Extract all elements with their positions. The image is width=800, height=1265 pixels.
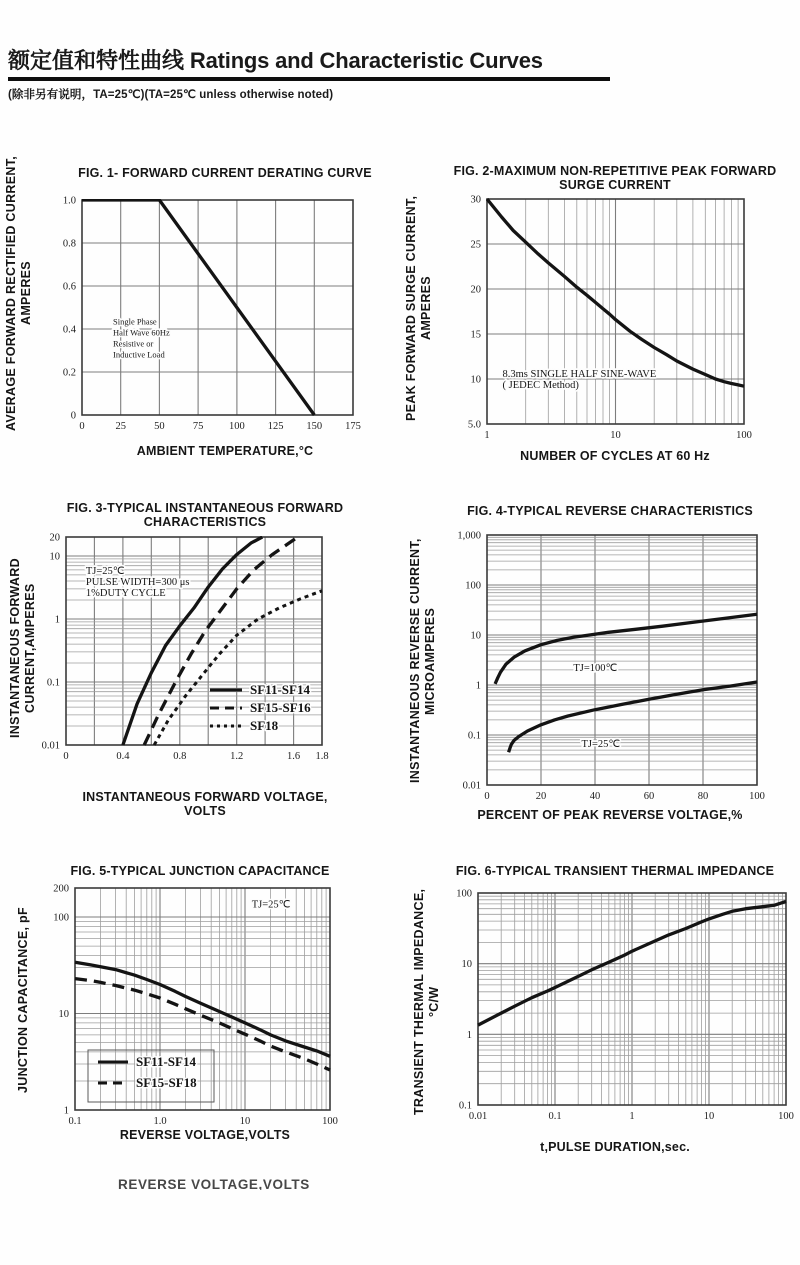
svg-text:0.01: 0.01 bbox=[41, 740, 60, 752]
svg-text:75: 75 bbox=[192, 421, 204, 432]
svg-text:( JEDEC Method): ( JEDEC Method) bbox=[502, 380, 579, 392]
figure-5-x-axis-label: REVERSE VOLTAGE,VOLTS bbox=[119, 1128, 291, 1142]
svg-text:0.8: 0.8 bbox=[173, 751, 187, 762]
svg-text:Inductive Load: Inductive Load bbox=[113, 349, 165, 360]
svg-text:1.0: 1.0 bbox=[153, 1116, 167, 1127]
svg-text:20: 20 bbox=[535, 791, 547, 802]
svg-text:100: 100 bbox=[736, 430, 752, 441]
figure-1-x-axis-label: AMBIENT TEMPERATURE,°C bbox=[136, 444, 314, 458]
svg-text:100: 100 bbox=[322, 1116, 338, 1127]
svg-text:1: 1 bbox=[484, 430, 490, 441]
svg-text:0: 0 bbox=[63, 751, 69, 762]
svg-text:100: 100 bbox=[465, 580, 481, 592]
svg-text:0: 0 bbox=[484, 791, 490, 802]
title-underline bbox=[8, 77, 610, 81]
clipped-footer-text: REVERSE VOLTAGE,VOLTS bbox=[118, 1177, 310, 1190]
svg-text:0.4: 0.4 bbox=[116, 751, 130, 762]
figure-2-plot bbox=[439, 185, 760, 464]
svg-text:SF18: SF18 bbox=[250, 718, 279, 733]
svg-text:40: 40 bbox=[589, 791, 601, 802]
svg-text:1: 1 bbox=[629, 1111, 635, 1122]
svg-text:100: 100 bbox=[456, 888, 472, 900]
page-title-english: Ratings and Characteristic Curves bbox=[184, 48, 543, 73]
svg-text:20: 20 bbox=[470, 284, 481, 296]
svg-text:Resistive or: Resistive or bbox=[113, 338, 154, 349]
svg-text:0.1: 0.1 bbox=[68, 1116, 82, 1127]
svg-text:8.3ms SINGLE HALF SINE-WAVE: 8.3ms SINGLE HALF SINE-WAVE bbox=[502, 369, 657, 381]
svg-text:10: 10 bbox=[703, 1111, 715, 1122]
svg-text:10: 10 bbox=[461, 959, 472, 971]
svg-text:1,000: 1,000 bbox=[457, 530, 481, 542]
figure-3-plot bbox=[18, 523, 338, 785]
svg-text:10: 10 bbox=[239, 1116, 251, 1127]
svg-text:0.8: 0.8 bbox=[62, 238, 76, 250]
svg-text:TJ=25℃: TJ=25℃ bbox=[85, 565, 125, 577]
svg-text:0.2: 0.2 bbox=[62, 367, 76, 379]
svg-text:SF11-SF14: SF11-SF14 bbox=[136, 1054, 196, 1069]
svg-text:Half Wave 60Hz: Half Wave 60Hz bbox=[113, 327, 170, 338]
svg-text:0.1: 0.1 bbox=[46, 677, 60, 689]
figure-2-x-axis-label: NUMBER OF CYCLES AT 60 Hz bbox=[520, 449, 710, 463]
figure-4-plot bbox=[439, 521, 773, 825]
svg-text:0.6: 0.6 bbox=[62, 281, 76, 293]
svg-text:1: 1 bbox=[475, 680, 481, 692]
svg-text:0.1: 0.1 bbox=[458, 1100, 472, 1112]
svg-text:10: 10 bbox=[610, 430, 621, 441]
svg-text:1: 1 bbox=[466, 1029, 472, 1041]
svg-text:1%DUTY CYCLE: 1%DUTY CYCLE bbox=[85, 587, 166, 599]
figure-6-plot bbox=[430, 879, 800, 1145]
svg-text:0.01: 0.01 bbox=[468, 1111, 488, 1122]
svg-text:0.4: 0.4 bbox=[62, 324, 76, 336]
svg-text:5.0: 5.0 bbox=[467, 419, 481, 431]
figure-2-title: FIG. 2-MAXIMUM NON-REPETITIVE PEAK FORWARD SURGE CURRENT bbox=[453, 164, 777, 192]
svg-text:10: 10 bbox=[470, 374, 481, 386]
svg-text:100: 100 bbox=[749, 791, 765, 802]
page-title-chinese: 额定值和特性曲线 bbox=[8, 49, 185, 74]
svg-text:150: 150 bbox=[306, 421, 323, 432]
svg-text:10: 10 bbox=[58, 1009, 69, 1020]
svg-text:1.8: 1.8 bbox=[315, 751, 329, 762]
svg-text:0.1: 0.1 bbox=[548, 1111, 562, 1122]
svg-text:10: 10 bbox=[470, 630, 481, 642]
svg-text:10: 10 bbox=[49, 551, 60, 563]
figure-6-y-axis-label: TRANSIENT THERMAL IMPEDANCE, °C/W bbox=[412, 888, 441, 1116]
figure-5-y-axis-label: JUNCTION CAPACITANCE, pF bbox=[16, 907, 30, 1093]
figure-5-title: FIG. 5-TYPICAL JUNCTION CAPACITANCE bbox=[70, 864, 330, 878]
svg-text:80: 80 bbox=[697, 791, 709, 802]
figure-6-x-axis-label: t,PULSE DURATION,sec. bbox=[540, 1140, 690, 1154]
svg-text:100: 100 bbox=[229, 421, 245, 432]
figure-4-title: FIG. 4-TYPICAL REVERSE CHARACTERISTICS bbox=[467, 504, 753, 518]
svg-text:TJ=100℃: TJ=100℃ bbox=[573, 663, 618, 675]
svg-text:0.1: 0.1 bbox=[467, 730, 481, 742]
svg-text:60: 60 bbox=[643, 791, 655, 802]
svg-text:175: 175 bbox=[345, 421, 361, 432]
svg-text:0: 0 bbox=[70, 410, 76, 422]
svg-text:PULSE WIDTH=300 μs: PULSE WIDTH=300 μs bbox=[85, 576, 190, 588]
svg-text:1: 1 bbox=[63, 1105, 69, 1117]
figure-1-plot bbox=[34, 186, 369, 455]
svg-text:SF11-SF14: SF11-SF14 bbox=[250, 682, 310, 697]
figure-1-title: FIG. 1- FORWARD CURRENT DERATING CURVE bbox=[78, 166, 372, 180]
svg-text:25: 25 bbox=[470, 239, 481, 251]
svg-text:30: 30 bbox=[470, 194, 481, 206]
svg-text:0: 0 bbox=[79, 421, 85, 432]
figure-4-x-axis-label: PERCENT OF PEAK REVERSE VOLTAGE,% bbox=[477, 808, 743, 822]
svg-text:TJ=25℃: TJ=25℃ bbox=[581, 739, 621, 751]
page-subtitle: (除非另有说明，TA=25℃)(TA=25℃ unless otherwise noted) bbox=[8, 89, 334, 101]
figure-3-x-axis-label: INSTANTANEOUS FORWARD VOLTAGE, VOLTS bbox=[82, 790, 328, 818]
svg-text:SF15-SF16: SF15-SF16 bbox=[250, 700, 311, 715]
svg-text:1.2: 1.2 bbox=[230, 751, 244, 762]
page-title bbox=[8, 44, 543, 75]
svg-text:100: 100 bbox=[778, 1111, 794, 1122]
figure-1-y-axis-label: AVERAGE FORWARD RECTIFIED CURRENT, AMPERES bbox=[4, 155, 33, 431]
svg-text:Single Phase: Single Phase bbox=[113, 316, 157, 327]
svg-text:TJ=25℃: TJ=25℃ bbox=[251, 899, 291, 911]
svg-text:15: 15 bbox=[470, 329, 481, 341]
figure-3-title: FIG. 3-TYPICAL INSTANTANEOUS FORWARD CHARACTERISTICS bbox=[66, 501, 344, 529]
svg-text:25: 25 bbox=[115, 421, 126, 432]
svg-text:20: 20 bbox=[49, 532, 60, 544]
svg-text:200: 200 bbox=[53, 883, 69, 895]
figure-3-y-axis-label: INSTANTANEOUS FORWARD CURRENT,AMPERES bbox=[8, 558, 37, 738]
figure-5-plot bbox=[27, 874, 346, 1150]
figure-2-y-axis-label: PEAK FORWARD SURGE CURRENT, AMPERES bbox=[404, 195, 433, 421]
svg-text:50: 50 bbox=[154, 421, 165, 432]
figure-6-title: FIG. 6-TYPICAL TRANSIENT THERMAL IMPEDANCE bbox=[455, 864, 775, 878]
svg-text:100: 100 bbox=[53, 912, 69, 924]
figure-4-y-axis-label: INSTANTANEOUS REVERSE CURRENT, MICROAMPERES bbox=[408, 538, 437, 784]
svg-text:0.01: 0.01 bbox=[462, 780, 481, 792]
svg-text:125: 125 bbox=[267, 421, 284, 432]
svg-text:SF15-SF18: SF15-SF18 bbox=[136, 1075, 197, 1090]
svg-text:1: 1 bbox=[54, 614, 60, 626]
svg-text:1.0: 1.0 bbox=[62, 195, 76, 207]
svg-text:1.6: 1.6 bbox=[287, 751, 301, 762]
